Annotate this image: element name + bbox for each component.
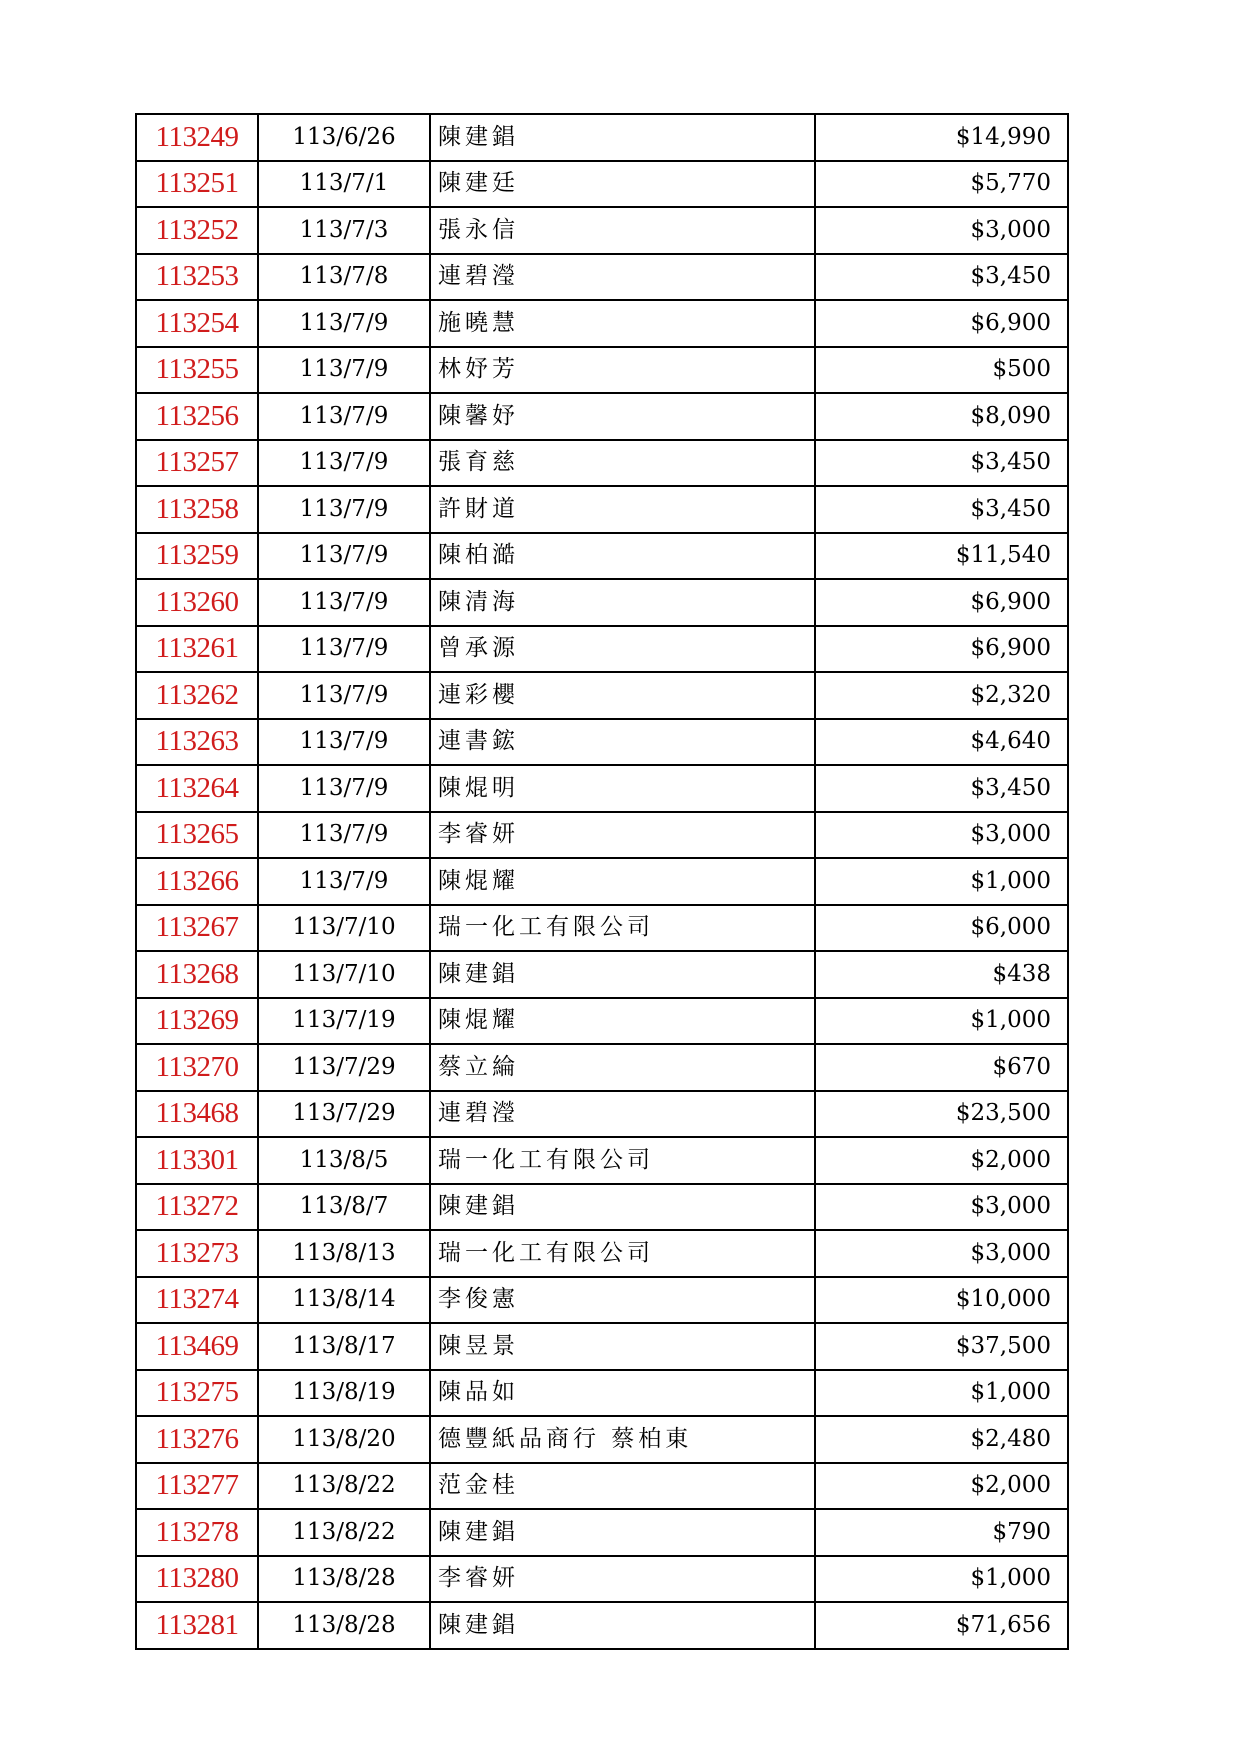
receipt-number-cell: 113277	[136, 1463, 258, 1510]
amount-cell: $71,656	[815, 1602, 1068, 1649]
table-row	[136, 765, 1068, 812]
table-row	[136, 1230, 1068, 1277]
receipt-number-cell: 113269	[136, 998, 258, 1045]
table-row	[136, 579, 1068, 626]
donation-ledger-table	[135, 113, 1069, 1650]
table-row	[136, 440, 1068, 487]
amount-cell: $5,770	[815, 161, 1068, 208]
table-row	[136, 114, 1068, 161]
donor-name-cell: 施曉慧	[430, 300, 815, 347]
receipt-number-cell: 113273	[136, 1230, 258, 1277]
receipt-number-cell: 113270	[136, 1044, 258, 1091]
date-cell: 113/8/22	[258, 1463, 430, 1510]
amount-cell: $438	[815, 951, 1068, 998]
date-cell: 113/7/9	[258, 533, 430, 580]
date-cell: 113/7/9	[258, 812, 430, 859]
receipt-number-cell: 113281	[136, 1602, 258, 1649]
table-row	[136, 254, 1068, 301]
receipt-number-cell: 113258	[136, 486, 258, 533]
table-row	[136, 951, 1068, 998]
donor-name-cell: 陳建錩	[430, 951, 815, 998]
donor-name-cell: 陳建錩	[430, 1509, 815, 1556]
table-row	[136, 672, 1068, 719]
donor-name-cell: 蔡立綸	[430, 1044, 815, 1091]
receipt-number-cell: 113301	[136, 1137, 258, 1184]
date-cell: 113/7/9	[258, 393, 430, 440]
date-cell: 113/8/19	[258, 1370, 430, 1417]
receipt-number-cell: 113261	[136, 626, 258, 673]
amount-cell: $8,090	[815, 393, 1068, 440]
receipt-number-cell: 113274	[136, 1277, 258, 1324]
amount-cell: $1,000	[815, 858, 1068, 905]
date-cell: 113/7/9	[258, 579, 430, 626]
amount-cell: $6,000	[815, 905, 1068, 952]
table-row	[136, 1184, 1068, 1231]
receipt-number-cell: 113469	[136, 1323, 258, 1370]
table-row	[136, 1044, 1068, 1091]
date-cell: 113/7/9	[258, 858, 430, 905]
receipt-number-cell: 113260	[136, 579, 258, 626]
donor-name-cell: 陳品如	[430, 1370, 815, 1417]
amount-cell: $790	[815, 1509, 1068, 1556]
date-cell: 113/8/22	[258, 1509, 430, 1556]
donor-name-cell: 林妤芳	[430, 347, 815, 394]
amount-cell: $3,450	[815, 486, 1068, 533]
date-cell: 113/7/9	[258, 347, 430, 394]
donor-name-cell: 陳柏澔	[430, 533, 815, 580]
donor-name-cell: 陳焜耀	[430, 858, 815, 905]
date-cell: 113/7/8	[258, 254, 430, 301]
table-row	[136, 1416, 1068, 1463]
receipt-number-cell: 113266	[136, 858, 258, 905]
amount-cell: $1,000	[815, 1556, 1068, 1603]
donor-name-cell: 李睿妍	[430, 1556, 815, 1603]
receipt-number-cell: 113257	[136, 440, 258, 487]
table-row	[136, 1463, 1068, 1510]
receipt-number-cell: 113280	[136, 1556, 258, 1603]
receipt-number-cell: 113255	[136, 347, 258, 394]
table-row	[136, 1137, 1068, 1184]
table-row	[136, 486, 1068, 533]
table-row	[136, 1509, 1068, 1556]
receipt-number-cell: 113254	[136, 300, 258, 347]
receipt-number-cell: 113275	[136, 1370, 258, 1417]
table-row	[136, 207, 1068, 254]
amount-cell: $6,900	[815, 626, 1068, 673]
date-cell: 113/7/3	[258, 207, 430, 254]
donor-name-cell: 連書鋐	[430, 719, 815, 766]
date-cell: 113/8/17	[258, 1323, 430, 1370]
amount-cell: $1,000	[815, 1370, 1068, 1417]
table-row	[136, 1323, 1068, 1370]
donor-name-cell: 許財道	[430, 486, 815, 533]
amount-cell: $6,900	[815, 300, 1068, 347]
amount-cell: $2,320	[815, 672, 1068, 719]
amount-cell: $2,480	[815, 1416, 1068, 1463]
amount-cell: $11,540	[815, 533, 1068, 580]
amount-cell: $3,450	[815, 765, 1068, 812]
receipt-number-cell: 113278	[136, 1509, 258, 1556]
amount-cell: $3,000	[815, 207, 1068, 254]
date-cell: 113/7/9	[258, 486, 430, 533]
date-cell: 113/7/9	[258, 672, 430, 719]
amount-cell: $670	[815, 1044, 1068, 1091]
table-row	[136, 1277, 1068, 1324]
date-cell: 113/7/9	[258, 719, 430, 766]
receipt-number-cell: 113253	[136, 254, 258, 301]
receipt-number-cell: 113265	[136, 812, 258, 859]
donor-name-cell: 陳昱景	[430, 1323, 815, 1370]
date-cell: 113/8/20	[258, 1416, 430, 1463]
date-cell: 113/7/9	[258, 765, 430, 812]
amount-cell: $3,000	[815, 812, 1068, 859]
receipt-number-cell: 113264	[136, 765, 258, 812]
donor-name-cell: 陳建錩	[430, 114, 815, 161]
amount-cell: $2,000	[815, 1463, 1068, 1510]
table-row	[136, 858, 1068, 905]
table-row	[136, 905, 1068, 952]
table-row	[136, 1091, 1068, 1138]
table-row	[136, 1602, 1068, 1649]
table-row	[136, 1370, 1068, 1417]
amount-cell: $3,450	[815, 440, 1068, 487]
donor-name-cell: 瑞一化工有限公司	[430, 1137, 815, 1184]
donor-name-cell: 德豐紙品商行 蔡柏東	[430, 1416, 815, 1463]
amount-cell: $23,500	[815, 1091, 1068, 1138]
donor-name-cell: 陳焜耀	[430, 998, 815, 1045]
date-cell: 113/7/29	[258, 1091, 430, 1138]
donor-name-cell: 陳建錩	[430, 1602, 815, 1649]
receipt-number-cell: 113268	[136, 951, 258, 998]
receipt-number-cell: 113267	[136, 905, 258, 952]
table-row	[136, 533, 1068, 580]
date-cell: 113/7/9	[258, 300, 430, 347]
date-cell: 113/7/10	[258, 905, 430, 952]
date-cell: 113/8/14	[258, 1277, 430, 1324]
date-cell: 113/8/5	[258, 1137, 430, 1184]
receipt-number-cell: 113262	[136, 672, 258, 719]
receipt-number-cell: 113259	[136, 533, 258, 580]
receipt-number-cell: 113272	[136, 1184, 258, 1231]
table-row	[136, 812, 1068, 859]
amount-cell: $1,000	[815, 998, 1068, 1045]
date-cell: 113/7/1	[258, 161, 430, 208]
amount-cell: $2,000	[815, 1137, 1068, 1184]
amount-cell: $500	[815, 347, 1068, 394]
donor-name-cell: 瑞一化工有限公司	[430, 905, 815, 952]
amount-cell: $3,000	[815, 1184, 1068, 1231]
date-cell: 113/6/26	[258, 114, 430, 161]
amount-cell: $14,990	[815, 114, 1068, 161]
donor-name-cell: 瑞一化工有限公司	[430, 1230, 815, 1277]
donor-name-cell: 連彩櫻	[430, 672, 815, 719]
date-cell: 113/8/28	[258, 1602, 430, 1649]
donor-name-cell: 張育慈	[430, 440, 815, 487]
date-cell: 113/8/7	[258, 1184, 430, 1231]
table-row	[136, 347, 1068, 394]
donor-name-cell: 張永信	[430, 207, 815, 254]
receipt-number-cell: 113252	[136, 207, 258, 254]
donor-name-cell: 曾承源	[430, 626, 815, 673]
donor-name-cell: 陳清海	[430, 579, 815, 626]
donor-name-cell: 陳焜明	[430, 765, 815, 812]
receipt-number-cell: 113276	[136, 1416, 258, 1463]
receipt-number-cell: 113256	[136, 393, 258, 440]
donor-name-cell: 陳建廷	[430, 161, 815, 208]
ledger-body	[136, 114, 1068, 1649]
date-cell: 113/7/29	[258, 1044, 430, 1091]
table-row	[136, 626, 1068, 673]
donor-name-cell: 陳馨妤	[430, 393, 815, 440]
date-cell: 113/8/28	[258, 1556, 430, 1603]
donor-name-cell: 連碧瀅	[430, 254, 815, 301]
amount-cell: $3,450	[815, 254, 1068, 301]
receipt-number-cell: 113249	[136, 114, 258, 161]
amount-cell: $37,500	[815, 1323, 1068, 1370]
table-row	[136, 719, 1068, 766]
amount-cell: $3,000	[815, 1230, 1068, 1277]
date-cell: 113/7/9	[258, 626, 430, 673]
donor-name-cell: 陳建錩	[430, 1184, 815, 1231]
donor-name-cell: 李睿妍	[430, 812, 815, 859]
amount-cell: $4,640	[815, 719, 1068, 766]
receipt-number-cell: 113468	[136, 1091, 258, 1138]
receipt-number-cell: 113263	[136, 719, 258, 766]
table-row	[136, 1556, 1068, 1603]
table-row	[136, 300, 1068, 347]
table-row	[136, 998, 1068, 1045]
date-cell: 113/8/13	[258, 1230, 430, 1277]
table-row	[136, 393, 1068, 440]
amount-cell: $6,900	[815, 579, 1068, 626]
amount-cell: $10,000	[815, 1277, 1068, 1324]
date-cell: 113/7/10	[258, 951, 430, 998]
date-cell: 113/7/9	[258, 440, 430, 487]
receipt-number-cell: 113251	[136, 161, 258, 208]
donor-name-cell: 連碧瀅	[430, 1091, 815, 1138]
table-row	[136, 161, 1068, 208]
donor-name-cell: 李俊憲	[430, 1277, 815, 1324]
date-cell: 113/7/19	[258, 998, 430, 1045]
donor-name-cell: 范金桂	[430, 1463, 815, 1510]
